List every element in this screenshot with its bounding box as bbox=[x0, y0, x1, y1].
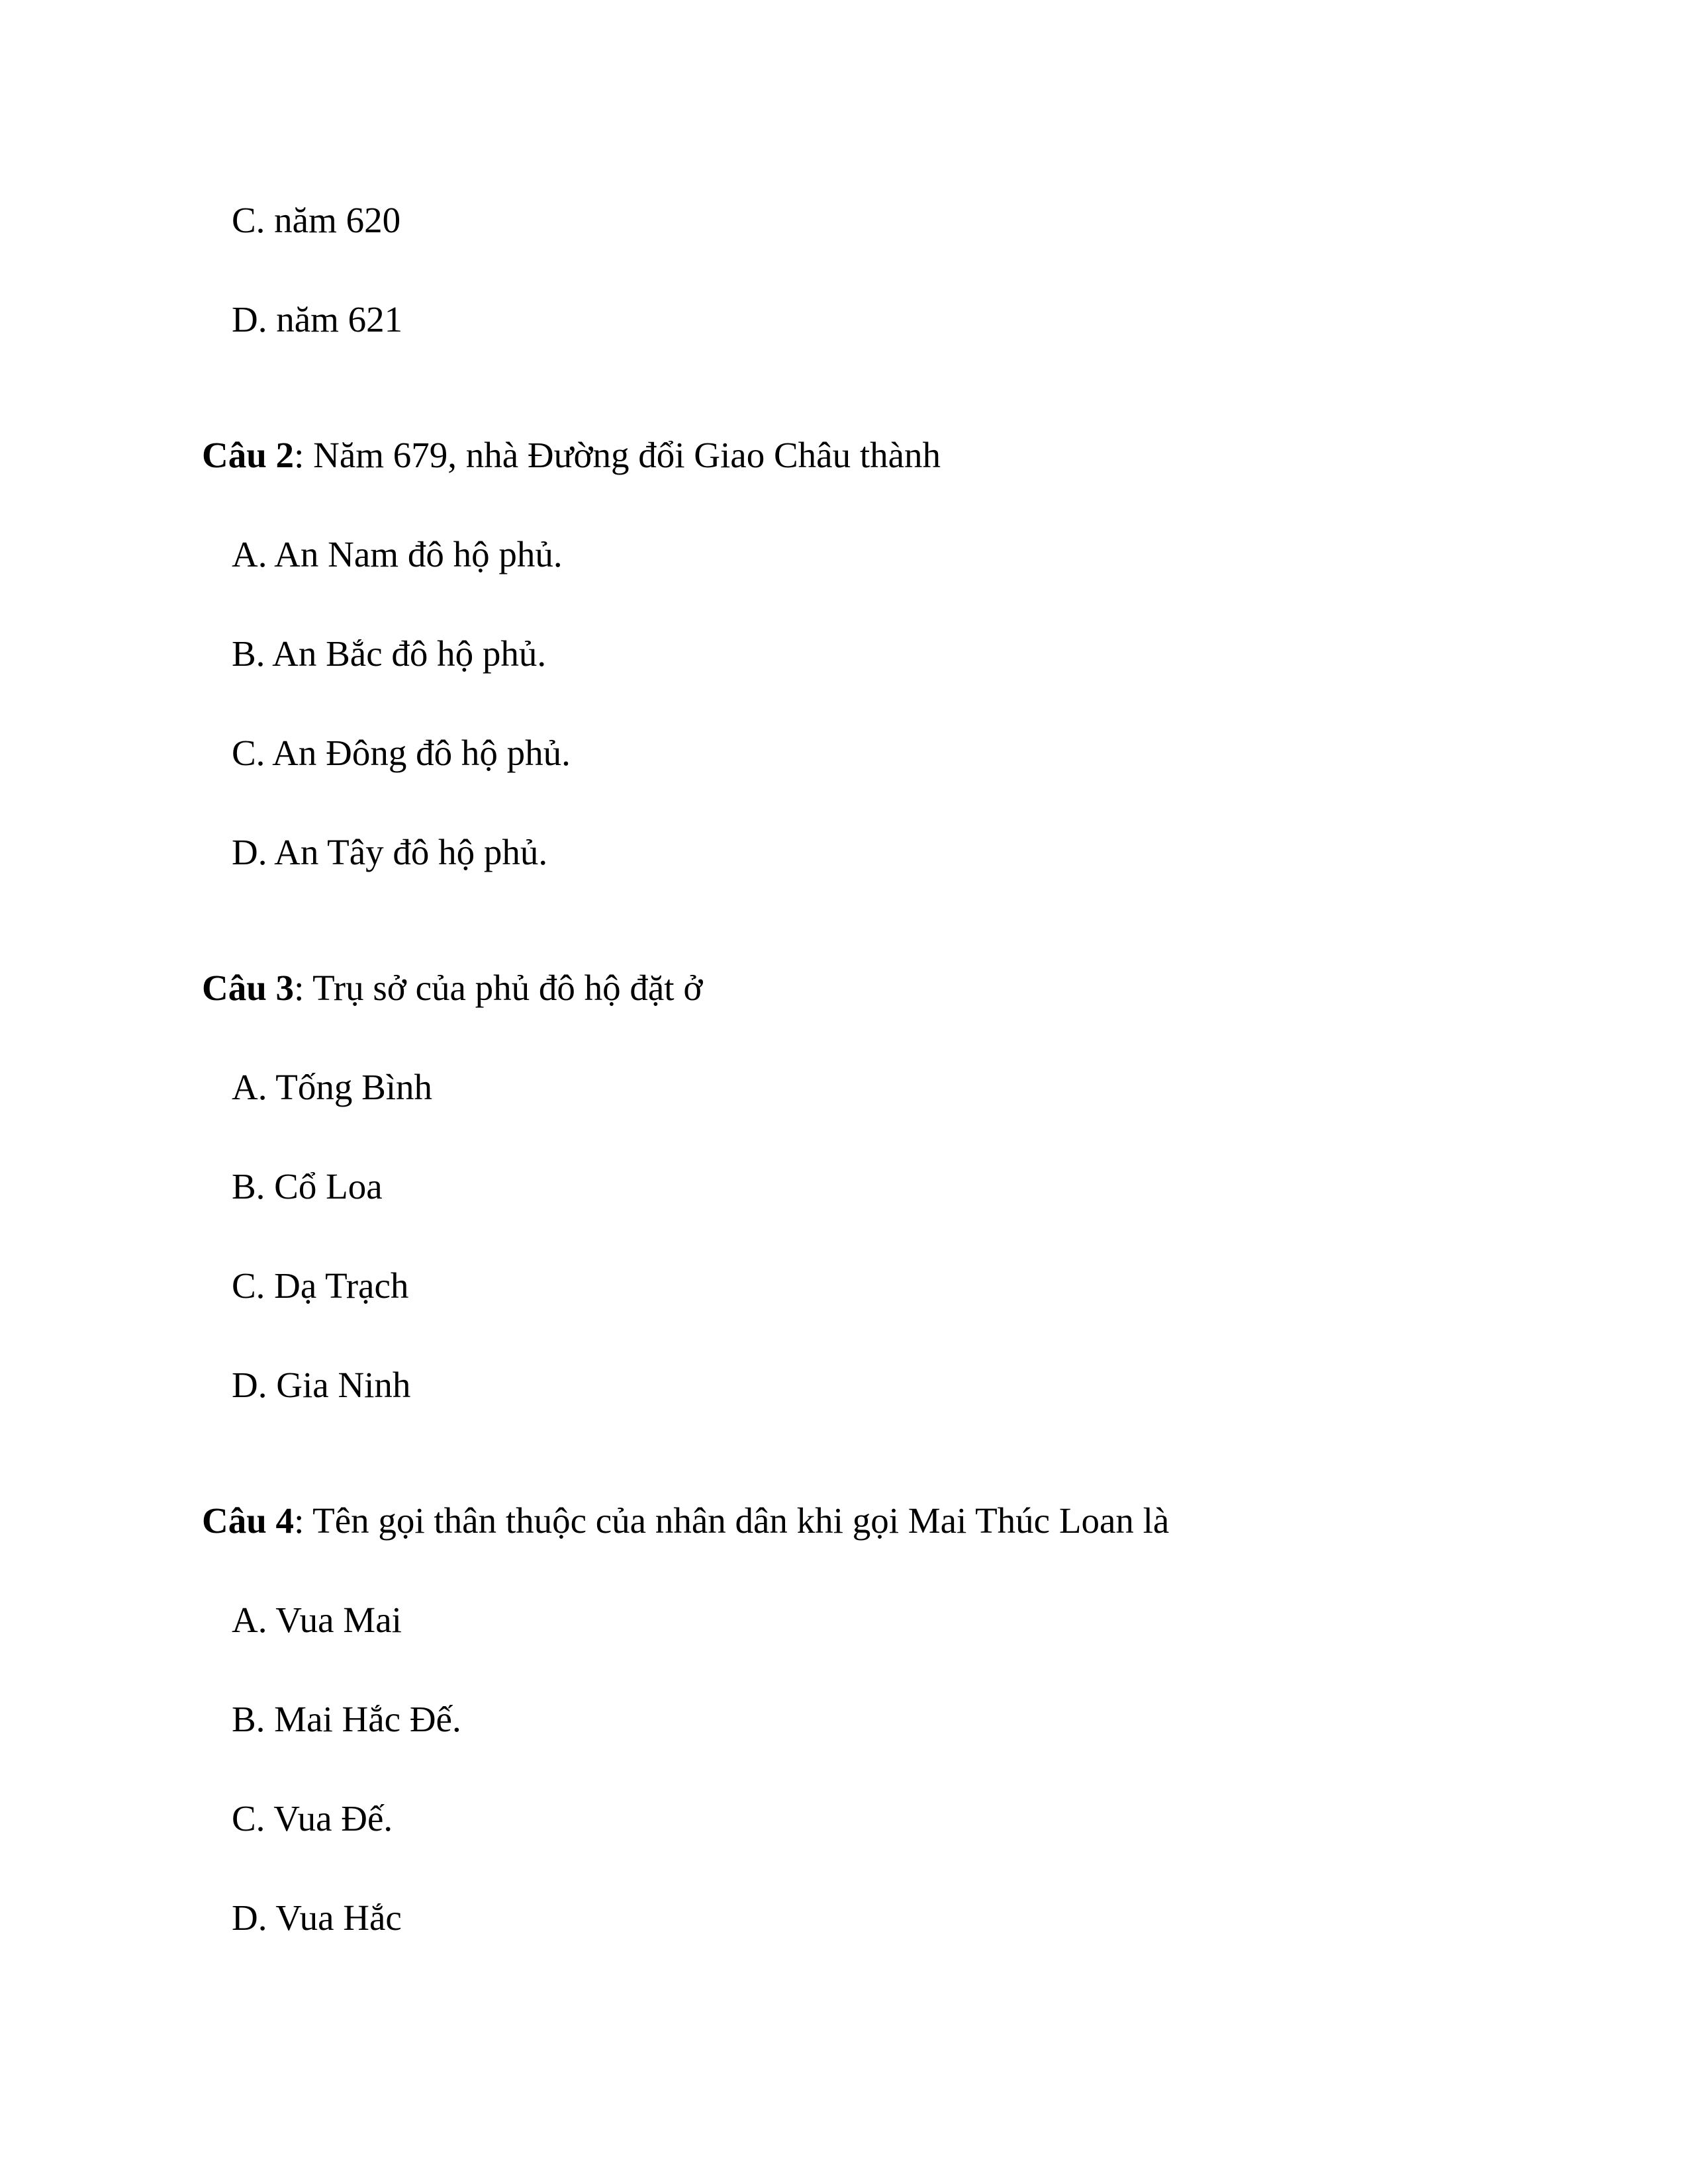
question-2 bbox=[202, 437, 941, 473]
option-c: C. năm 620 bbox=[232, 200, 401, 240]
question-text: : Trụ sở của phủ đô hộ đặt ở bbox=[294, 968, 703, 1008]
question-number: Câu 2 bbox=[202, 435, 295, 475]
option-c: C. An Đông đô hộ phủ. bbox=[232, 733, 571, 773]
question-number: Câu 4 bbox=[202, 1500, 295, 1541]
option-b: B. Mai Hắc Đế. bbox=[232, 1699, 461, 1739]
question-text: : Năm 679, nhà Đường đổi Giao Châu thành bbox=[294, 435, 941, 475]
option-a: A. Vua Mai bbox=[232, 1600, 402, 1640]
option-d: D. Vua Hắc bbox=[232, 1897, 402, 1938]
option-b: B. Cổ Loa bbox=[232, 1166, 383, 1206]
option-b: B. An Bắc đô hộ phủ. bbox=[232, 633, 547, 674]
option-d: D. An Tây đô hộ phủ. bbox=[232, 832, 548, 872]
question-3 bbox=[202, 970, 702, 1006]
option-d: D. năm 621 bbox=[232, 299, 403, 340]
option-c: C. Dạ Trạch bbox=[232, 1265, 409, 1306]
question-4 bbox=[202, 1502, 1169, 1539]
question-text: : Tên gọi thân thuộc của nhân dân khi gọi Mai Thúc Loan là bbox=[294, 1500, 1170, 1541]
option-c: C. Vua Đế. bbox=[232, 1798, 393, 1839]
question-number: Câu 3 bbox=[202, 968, 295, 1008]
option-a: A. An Nam đô hộ phủ. bbox=[232, 534, 563, 574]
option-d: D. Gia Ninh bbox=[232, 1365, 411, 1405]
option-a: A. Tống Bình bbox=[232, 1067, 433, 1107]
